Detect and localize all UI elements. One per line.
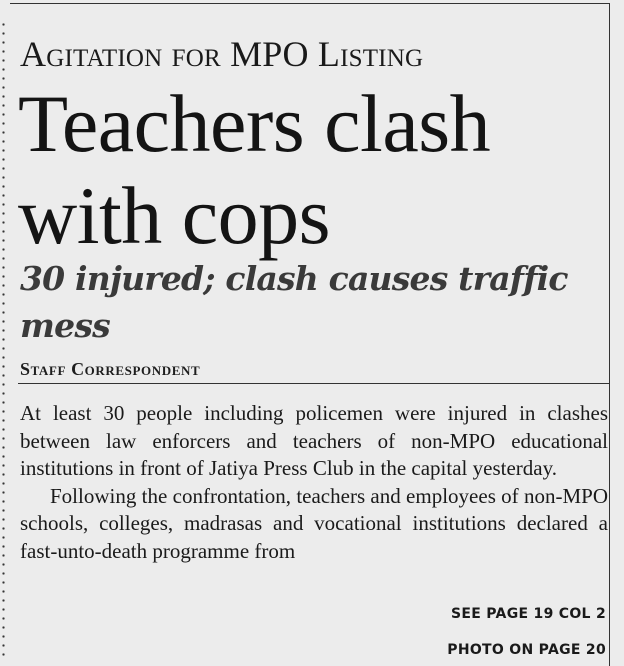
byline-divider [18,383,610,384]
article-subheadline: 30 injured; clash causes traffic mess [20,259,568,345]
photo-reference-line: PHOTO ON PAGE 20 [447,642,606,658]
continuation-jump-line: SEE PAGE 19 COL 2 [451,606,606,622]
article-body [20,400,608,565]
article-kicker: Agitation for MPO Listing [20,34,424,74]
top-border-rule [10,3,610,4]
article-headline: Teachers clash with cops [18,78,491,261]
article-paragraph-1: At least 30 people including policemen were injured in clashes between law enforcers and teachers of non-MPO educational institutions in front of Jatiya Press Club in the capital yesterday. [20,401,608,480]
article-byline: Staff Correspondent [20,359,201,379]
dotted-cut-line [2,20,5,658]
article-paragraph-2: Following the confrontation, teachers and employees of non-MPO schools, colleges, madrasas and vocational institutions declared a fast-unto-death programme from [20,483,608,563]
